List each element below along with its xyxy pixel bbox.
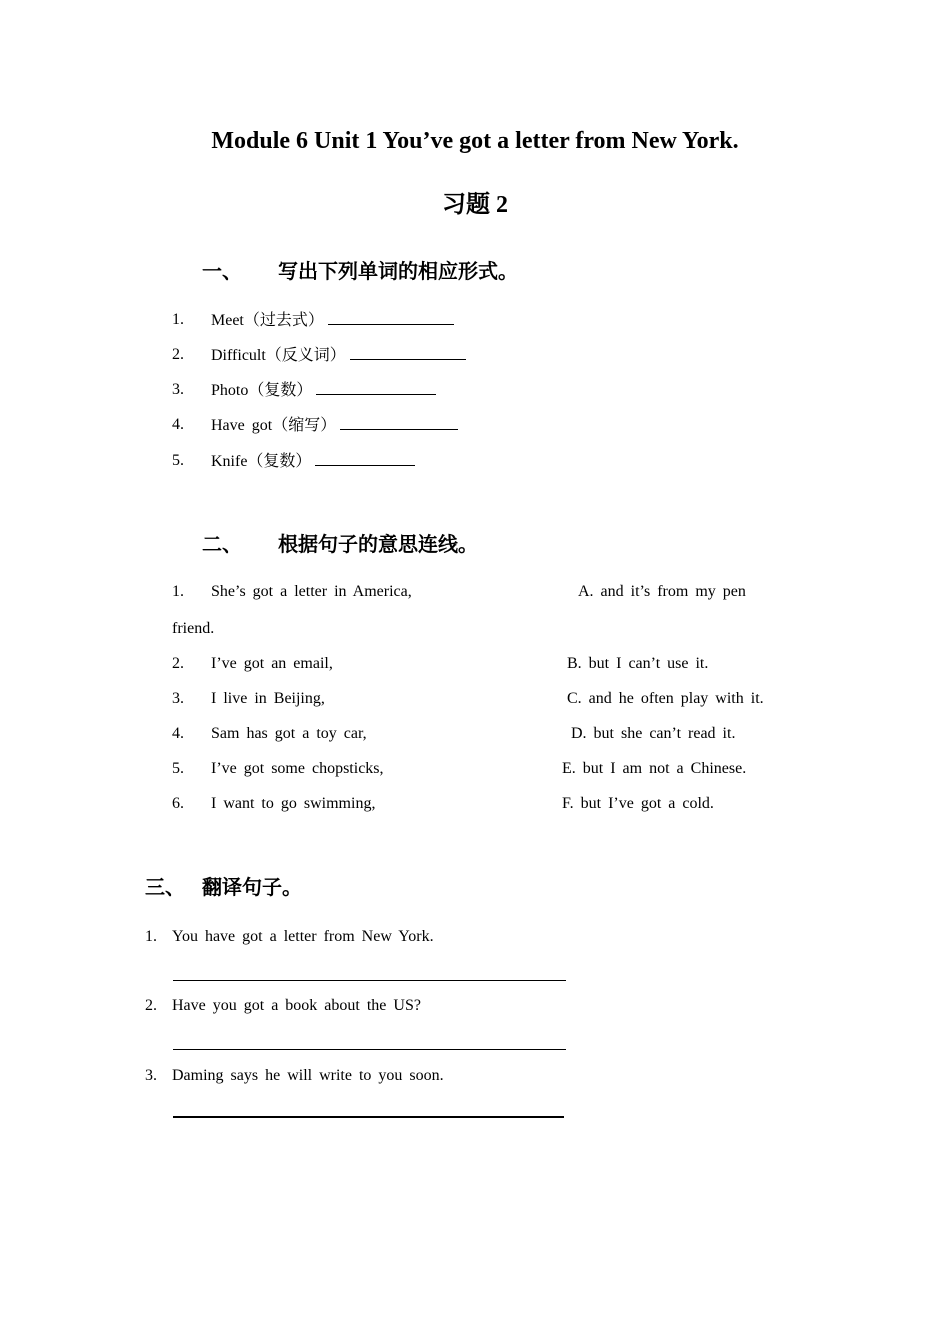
match-left-item: I’ve got some chopsticks, xyxy=(211,760,384,777)
answer-line[interactable] xyxy=(173,980,566,981)
match-right-item: F. but I’ve got a cold. xyxy=(562,795,714,812)
item-text: Difficult（反义词） xyxy=(211,347,346,364)
match-left-item: She’s got a letter in America, xyxy=(211,583,412,600)
answer-blank[interactable] xyxy=(340,415,458,430)
item-number: 2. xyxy=(145,997,157,1014)
item-number: 4. xyxy=(172,416,184,433)
match-right-item: D. but she can’t read it. xyxy=(571,725,736,742)
match-right-item: A. and it’s from my pen xyxy=(578,583,746,600)
item-number: 2. xyxy=(172,346,184,363)
section3-number: 三、 xyxy=(145,875,185,899)
answer-blank[interactable] xyxy=(328,310,454,325)
item-number: 2. xyxy=(172,655,184,672)
list-item xyxy=(211,451,415,472)
match-right-item: C. and he often play with it. xyxy=(567,690,764,707)
item-number: 1. xyxy=(172,583,184,600)
item-text: Photo（复数） xyxy=(211,382,313,399)
section1-number: 一、 xyxy=(202,259,242,283)
item-number: 5. xyxy=(172,760,184,777)
match-left-item: I’ve got an email, xyxy=(211,655,333,672)
match-left-item: Sam has got a toy car, xyxy=(211,725,367,742)
translate-sentence: You have got a letter from New York. xyxy=(172,928,434,945)
section1-heading: 写出下列单词的相应形式。 xyxy=(278,259,518,283)
section2-heading: 根据句子的意思连线。 xyxy=(278,532,478,556)
answer-line[interactable] xyxy=(173,1049,566,1050)
item-number: 4. xyxy=(172,725,184,742)
list-item xyxy=(211,415,458,436)
item-number: 1. xyxy=(145,928,157,945)
list-item xyxy=(211,380,436,401)
list-item xyxy=(211,310,454,331)
section3-heading: 翻译句子。 xyxy=(202,875,302,899)
match-right-item: E. but I am not a Chinese. xyxy=(562,760,747,777)
answer-blank[interactable] xyxy=(316,380,436,395)
answer-blank[interactable] xyxy=(315,451,415,466)
match-left-item: I want to go swimming, xyxy=(211,795,376,812)
answer-blank[interactable] xyxy=(350,345,466,360)
page-title: Module 6 Unit 1 You’ve got a letter from New York. xyxy=(211,128,739,154)
item-text: Knife（复数） xyxy=(211,453,312,470)
section2-number: 二、 xyxy=(202,532,242,556)
list-item xyxy=(211,345,466,366)
item-number: 1. xyxy=(172,311,184,328)
item-number: 5. xyxy=(172,452,184,469)
page-subtitle: 习题 2 xyxy=(442,192,508,218)
item-text: Have got（缩写） xyxy=(211,417,337,434)
item-number: 6. xyxy=(172,795,184,812)
translate-sentence: Have you got a book about the US? xyxy=(172,997,421,1014)
answer-line[interactable] xyxy=(173,1116,564,1118)
translate-sentence: Daming says he will write to you soon. xyxy=(172,1067,444,1084)
match-right-continuation: friend. xyxy=(172,620,215,637)
match-right-item: B. but I can’t use it. xyxy=(567,655,709,672)
item-number: 3. xyxy=(145,1067,157,1084)
item-text: Meet（过去式） xyxy=(211,312,324,329)
item-number: 3. xyxy=(172,690,184,707)
item-number: 3. xyxy=(172,381,184,398)
match-left-item: I live in Beijing, xyxy=(211,690,325,707)
